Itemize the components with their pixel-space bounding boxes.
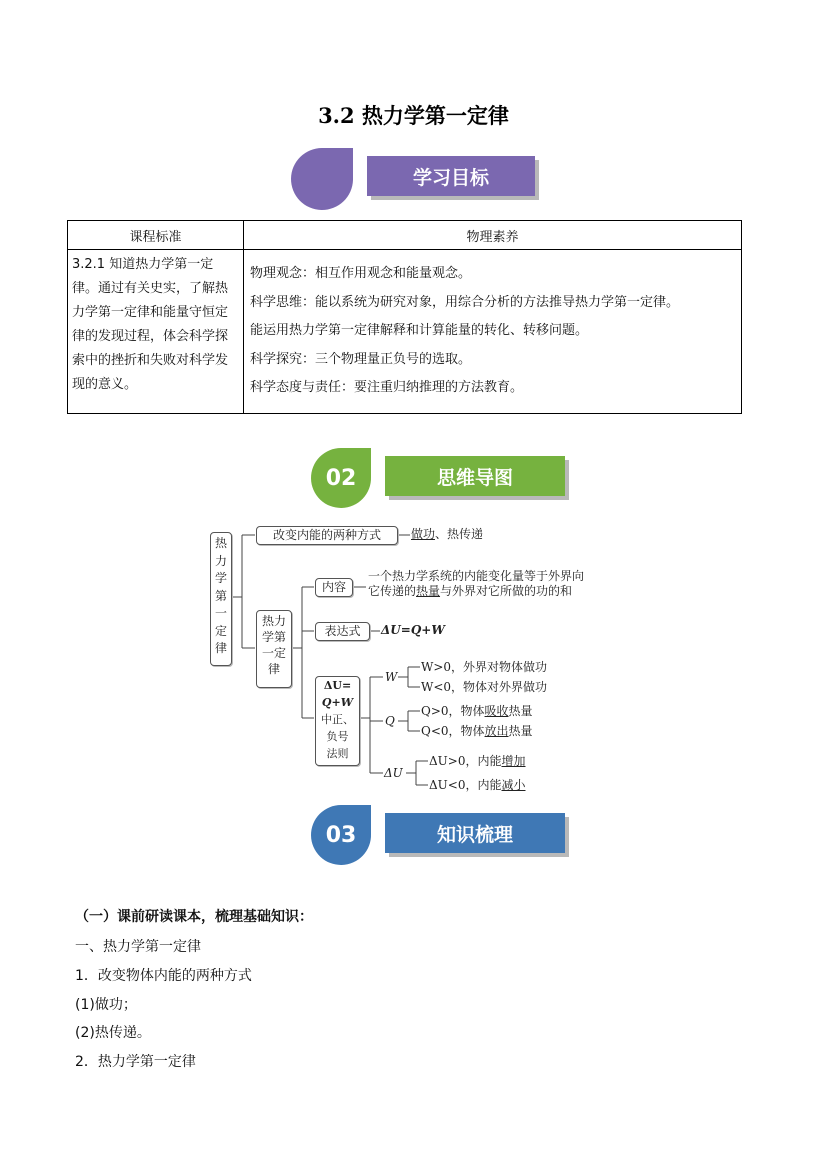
sign-line: ΔU= xyxy=(323,679,352,692)
mind-map-expr-text: ΔU=Q+W xyxy=(381,623,445,637)
list-item: 1．改变物体内能的两种方式 xyxy=(75,968,252,984)
part-title: 一、热力学第一定律 xyxy=(75,939,201,955)
sign-line: 中正、 xyxy=(321,713,354,726)
content-line xyxy=(368,584,584,599)
mind-map-content-label: 内容 xyxy=(315,578,353,597)
mind-map-w-label: W xyxy=(385,670,398,684)
literacy-line: 物理观念：相互作用观念和能量观念。 xyxy=(250,266,472,281)
content-span: 与外界对它所做的功的和 xyxy=(440,584,573,598)
mind-map-w1: W>0，外界对物体做功 xyxy=(421,660,548,674)
content-line: 一个热力学系统的内能变化量等于外界向 xyxy=(368,569,585,583)
mind-map-leaf xyxy=(411,527,483,542)
mind-map-w2: W<0，物体对外界做功 xyxy=(421,680,548,694)
page-title: 3.2 热力学第一定律 xyxy=(318,103,509,128)
section-banner-knowledge xyxy=(305,801,570,867)
banner-label: 知识梳理 xyxy=(385,813,565,853)
content-heat: 热量 xyxy=(416,584,441,598)
list-item: (1)做功； xyxy=(75,997,137,1013)
header-standard: 课程标准 xyxy=(68,221,244,250)
banner-number: 02 xyxy=(325,465,357,491)
list-item: 2．热力学第一定律 xyxy=(75,1054,196,1070)
q-absorb: 吸收 xyxy=(484,704,509,718)
q-span: 热量 xyxy=(508,724,533,738)
mind-map-sign-box xyxy=(315,676,360,766)
literacy-line: 科学思维：能以系统为研究对象，用综合分析的方法推导热力学第一定律。 xyxy=(250,294,680,310)
content-span: 它传递的 xyxy=(368,584,417,598)
list-item: (2)热传递。 xyxy=(75,1025,151,1041)
mind-map-branch-methods: 改变内能的两种方式 xyxy=(256,526,398,545)
q-span: 热量 xyxy=(508,704,533,718)
sign-line: 法则 xyxy=(326,747,349,760)
u-span: ΔU<0，内能 xyxy=(429,778,502,792)
u-increase: 增加 xyxy=(501,754,526,768)
u-decrease: 减小 xyxy=(501,778,526,792)
u-span: ΔU>0，内能 xyxy=(429,754,502,768)
q-release: 放出 xyxy=(484,724,509,738)
mind-map-q2 xyxy=(421,724,533,739)
q-span: Q>0，物体 xyxy=(421,704,485,718)
mind-map-q-label: Q xyxy=(385,714,395,728)
banner-label: 学习目标 xyxy=(367,156,535,196)
sign-line: Q+W xyxy=(321,696,354,709)
literacy-line: 科学态度与责任：要注重归纳推理的方法教育。 xyxy=(250,380,524,395)
sign-line: 负号 xyxy=(326,730,349,743)
literacy-line: 能运用热力学第一定律解释和计算能量的转化、转移问题。 xyxy=(250,323,589,338)
header-literacy: 物理素养 xyxy=(244,221,742,250)
mind-map-u1 xyxy=(429,754,526,769)
mind-map-u2 xyxy=(429,778,526,793)
mind-map-content-text xyxy=(368,569,584,599)
mind-map-expr-label: 表达式 xyxy=(315,622,370,641)
leaf-heat: 热传递 xyxy=(447,527,484,541)
mind-map-root: 热力学第一定律 xyxy=(210,532,232,666)
leaf-sep: 、 xyxy=(435,527,448,541)
q-span: Q<0，物体 xyxy=(421,724,485,738)
section-heading: （一）课前研读课本，梳理基础知识： xyxy=(75,909,313,925)
mind-map-branch-law: 热力学第一定律 xyxy=(256,610,292,688)
literacy-line: 科学探究：三个物理量正负号的选取。 xyxy=(250,351,472,367)
standard-cell: 3.2.1 知道热力学第一定律。通过有关史实，了解热力学第一定律和能量守恒定律的发现过程，体会科学探索中的挫折和失败对科学发现的意义。 xyxy=(68,250,244,414)
mind-map-q1 xyxy=(421,704,533,719)
mind-map-u-label: ΔU xyxy=(384,766,403,780)
leaf-work: 做功 xyxy=(411,527,436,541)
banner-label: 思维导图 xyxy=(385,456,565,496)
banner-number: 03 xyxy=(325,822,357,848)
